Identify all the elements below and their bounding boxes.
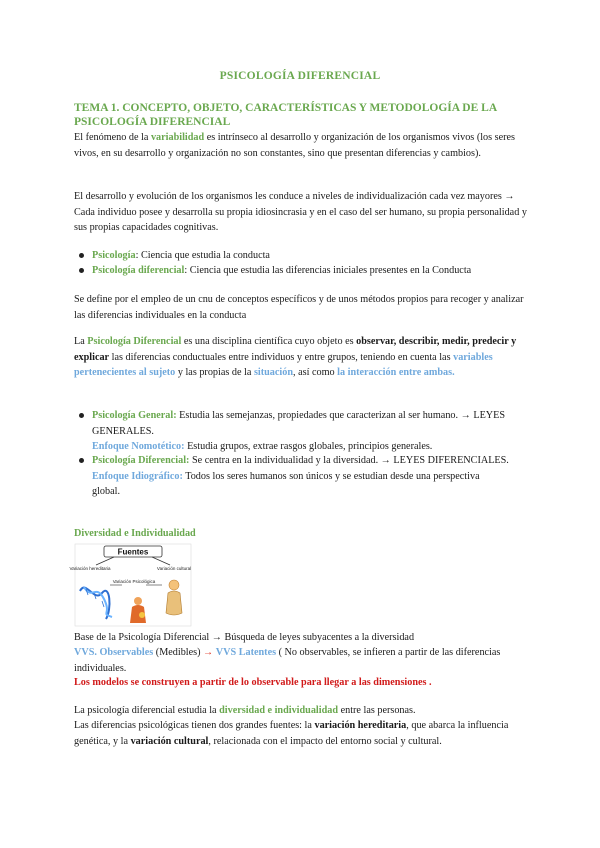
p8-highlight: diversidad e individualidad bbox=[219, 705, 339, 716]
p4-text-b: es una disciplina científica cuyo objeto es bbox=[181, 336, 357, 347]
fuentes-diagram bbox=[69, 543, 192, 627]
p8-text-b: entre las personas. bbox=[338, 705, 416, 716]
type-text: Se centra en la individualidad y la diversidad. → LEYES DIFERENCIALES. bbox=[189, 455, 509, 466]
bullet-icon bbox=[79, 268, 84, 273]
paragraph-base: Base de la Psicología Diferencial → Búsqueda de leyes subyacentes a la diversidad bbox=[74, 632, 415, 643]
fuentes-header-text: Fuentes bbox=[117, 547, 149, 557]
arrow-icon: → bbox=[203, 647, 214, 658]
paragraph-modelos: Los modelos se construyen a partir de lo observable para llegar a las dimensiones . bbox=[74, 677, 432, 688]
p1-highlight: variabilidad bbox=[150, 132, 205, 143]
p2-text: El desarrollo y evolución de los organismos les conduce a niveles de individualización cada vez mayores → Cada individuo posee y desarrolla su propia idiosincrasia y en el caso del ser humano, su propia personalidad y sus propias capacidades cognitivas. bbox=[74, 191, 527, 233]
bullet-icon bbox=[79, 253, 84, 258]
p9-text-c: , relacionada con el impacto del entorno social y cultural. bbox=[208, 735, 442, 747]
document-title: PSICOLOGÍA DIFERENCIAL bbox=[219, 70, 381, 82]
type-term: Psicología Diferencial: bbox=[92, 455, 190, 466]
label-hereditaria: Variación hereditaria bbox=[69, 566, 111, 571]
p9-text-a: Las diferencias psicológicas tienen dos grandes fuentes: la bbox=[74, 720, 315, 731]
p9-bold-cultural: variación cultural bbox=[130, 735, 209, 747]
approach-text: Todos los seres humanos son únicos y se estudian desde una perspectiva global. bbox=[92, 470, 480, 497]
approach-text: Estudia grupos, extrae rasgos globales, principios generales. bbox=[184, 441, 433, 452]
paragraph-fuentes bbox=[74, 718, 536, 749]
p4-bold-verbs: observar, describir, medir, predecir y explicar bbox=[74, 336, 517, 363]
label-psicologica: Variación Psicológica bbox=[112, 579, 156, 584]
type-item-general bbox=[92, 408, 510, 455]
paragraph-objeto bbox=[74, 334, 536, 381]
p4-text-d: y las propias de la bbox=[175, 367, 254, 378]
p4-text-c: las diferencias conductuales entre individuos y entre grupos, teniendo en cuenta las bbox=[109, 351, 454, 363]
p1-text-b: es intrínseco al desarrollo y organización de los organismos vivos (los seres vivos, en su desarrollo y organización no son constantes, sino que presentan diferencias y cambios). bbox=[74, 132, 516, 159]
type-term: Psicología General: bbox=[92, 410, 177, 421]
p1-text-a: El fenómeno de la bbox=[74, 132, 151, 143]
paragraph-definicion: Se define por el empleo de un cnu de conceptos específicos y de unos métodos propios para recoger y analizar las diferencias individuales en la conducta bbox=[74, 294, 524, 321]
tema1-heading-line2: PSICOLOGÍA DIFERENCIAL bbox=[74, 116, 231, 128]
vvs-latentes: VVS Latentes bbox=[215, 647, 277, 658]
bullet-icon bbox=[79, 413, 84, 418]
type-item-diferencial bbox=[92, 453, 510, 500]
p6-text-a: (Medibles) bbox=[153, 647, 204, 658]
tema1-heading-line1: TEMA 1. CONCEPTO, OBJETO, CARACTERÍSTICAS Y METODOLOGÍA DE LA bbox=[74, 102, 498, 114]
p4-text-e: , así como bbox=[293, 367, 338, 378]
paragraph-variabilidad bbox=[74, 130, 536, 161]
definition-text: : Ciencia que estudia la conducta bbox=[135, 250, 270, 261]
p6-text-b: ( No observables, se infieren a partir de las diferencias individuales. bbox=[74, 647, 501, 674]
label-cultural: Variación cultural bbox=[156, 566, 192, 571]
p4-highlight-situacion: situación bbox=[253, 367, 293, 378]
definition-text: : Ciencia que estudia las diferencias iniciales presentes en la Conducta bbox=[184, 265, 472, 276]
bullet-icon bbox=[79, 458, 84, 463]
type-text: Estudia las semejanzas, propiedades que caracterizan al ser humano. → LEYES GENERALES. bbox=[92, 410, 506, 437]
paragraph-variables bbox=[74, 645, 536, 676]
definition-item bbox=[92, 248, 522, 264]
p8-text-a: La psicología diferencial estudia la bbox=[74, 705, 220, 716]
section-heading-diversidad: Diversidad e Individualidad bbox=[74, 528, 196, 539]
tema1-heading bbox=[74, 101, 534, 129]
approach-term: Enfoque Idiográfico: bbox=[92, 470, 183, 482]
vvs-observables: VVS. Observables bbox=[74, 647, 154, 658]
p9-bold-hereditaria: variación hereditaria bbox=[314, 720, 407, 731]
p4-highlight-variables: variables pertenecientes al sujeto bbox=[74, 351, 493, 378]
p4-text-a: La bbox=[74, 336, 88, 347]
definition-term: Psicología bbox=[92, 250, 136, 261]
paragraph-diversidad bbox=[74, 703, 536, 719]
p4-highlight-interaccion: la interacción entre ambas. bbox=[337, 367, 455, 378]
approach-term: Enfoque Nomotético: bbox=[92, 441, 185, 452]
paragraph-desarrollo bbox=[74, 189, 536, 236]
p4-highlight-psicologia: Psicología Diferencial bbox=[87, 336, 182, 347]
fuentes-figure bbox=[69, 543, 192, 627]
p9-text-b: , que abarca la influencia genética, y la bbox=[74, 720, 509, 747]
definition-item bbox=[92, 263, 522, 279]
definition-term: Psicología diferencial bbox=[92, 265, 185, 276]
